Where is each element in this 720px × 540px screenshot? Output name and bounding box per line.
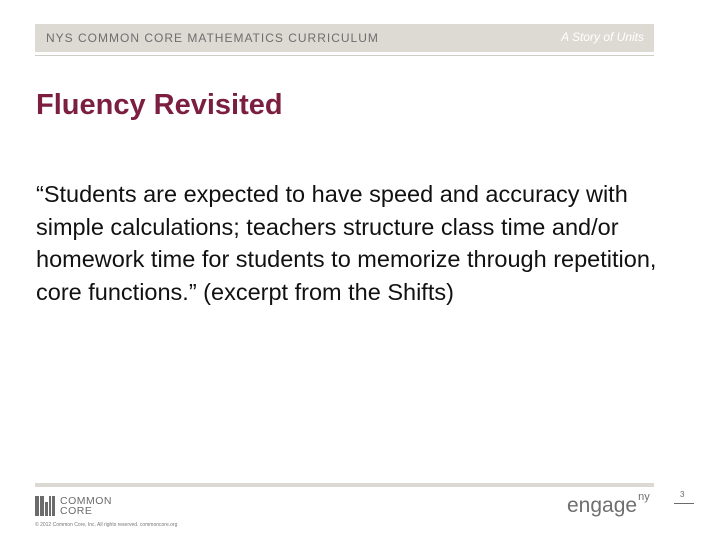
footer-divider	[35, 483, 654, 487]
header-band	[35, 24, 654, 52]
logo-line-1: COMMON	[60, 495, 112, 507]
page-number: 3	[680, 490, 685, 499]
common-core-logo	[35, 495, 112, 517]
slide-body: “Students are expected to have speed and accuracy with simple calculations; teachers structure class time and/or homework time for students to memorize through repetition, core functions.” (excerpt from the Shifts)	[36, 181, 657, 305]
page-number-underline	[674, 503, 694, 504]
engage-text: engage	[567, 494, 638, 517]
logo-line-2: CORE	[60, 505, 93, 517]
curriculum-label: NYS COMMON CORE MATHEMATICS CURRICULUM	[46, 31, 379, 45]
common-core-logo-icon	[35, 496, 56, 516]
slide-title: Fluency Revisited	[36, 89, 283, 121]
tagline: A Story of Units	[561, 30, 644, 44]
header-divider	[35, 55, 654, 56]
engage-superscript: ny	[638, 491, 650, 503]
copyright-notice: © 2012 Common Core, Inc. All rights reserved. commoncore.org	[35, 522, 178, 528]
engageny-logo	[567, 491, 650, 518]
